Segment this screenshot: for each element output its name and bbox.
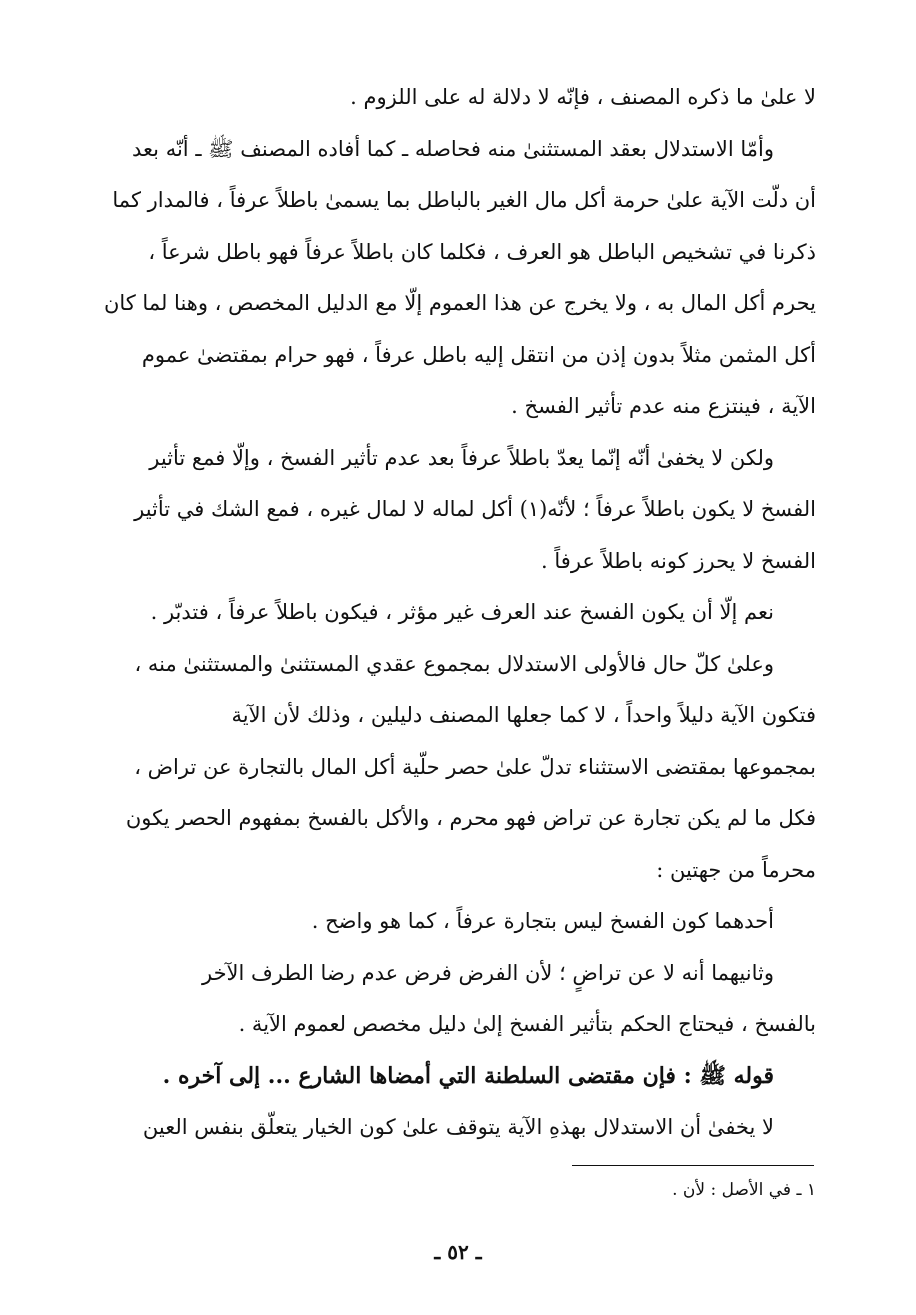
text-line: ذكرنا في تشخيص الباطل هو العرف ، فكلما كان باطلاً عرفاً فهو باطل شرعاً ، xyxy=(148,239,816,264)
text-line: لا علىٰ ما ذكره المصنف ، فإنّه لا دلالة له على اللزوم . xyxy=(350,85,816,109)
text-line: الفسخ لا يكون باطلاً عرفاً ؛ لأنّه(١) أكل لماله لا لمال غيره ، فمع الشك في تأثير xyxy=(134,497,816,521)
text-line: محرماً من جهتين : xyxy=(656,857,816,882)
text-line: أن دلّت الآية علىٰ حرمة أكل مال الغير بالباطل بما يسمىٰ باطلاً عرفاً ، فالمدار كما xyxy=(112,188,816,212)
text-line: يحرم أكل المال به ، ولا يخرج عن هذا العموم إلّا مع الدليل المخصص ، وهنا لما كان xyxy=(103,291,816,315)
text-line: وعلىٰ كلّ حال فالأولى الاستدلال بمجموع عقدي المستثنىٰ والمستثنىٰ منه ، xyxy=(134,651,774,676)
text-line: لا يخفىٰ أن الاستدلال بهذهِ الآية يتوقف علىٰ كون الخيار يتعلّق بنفس العين xyxy=(142,1115,774,1139)
text-line: نعم إلّا أن يكون الفسخ عند العرف غير مؤثر ، فيكون باطلاً عرفاً ، فتدبّر . xyxy=(150,600,774,624)
text-line: وأمّا الاستدلال بعقد المستثنىٰ منه فحاصله ـ كما أفاده المصنف ﷺ ـ أنّه بعد xyxy=(132,136,774,161)
text-line: ولكن لا يخفىٰ أنّه إنّما يعدّ باطلاً عرفاً بعد عدم تأثير الفسخ ، وإلّا فمع تأثير xyxy=(149,445,774,470)
text-line: فكل ما لم يكن تجارة عن تراض فهو محرم ، والأكل بالفسخ بمفهوم الحصر يكون xyxy=(125,806,816,830)
page-number: ـ ٥٢ ـ xyxy=(434,1240,482,1264)
text-line: وثانيهما أنه لا عن تراضٍ ؛ لأن الفرض فرض عدم رضا الطرف الآخر xyxy=(201,960,774,985)
text-line: بالفسخ ، فيحتاج الحكم بتأثير الفسخ إلىٰ دليل مخصص لعموم الآية . xyxy=(238,1012,816,1036)
text-line: الفسخ لا يحرز كونه باطلاً عرفاً . xyxy=(541,548,816,573)
text-line: فتكون الآية دليلاً واحداً ، لا كما جعلها المصنف دليلين ، وذلك لأن الآية xyxy=(231,703,816,727)
text-line: أكل المثمن مثلاً بدون إذن من انتقل إليه باطل عرفاً ، فهو حرام بمقتضىٰ عموم xyxy=(141,342,816,367)
footnote: ١ ـ في الأصل : لأن . xyxy=(672,1180,816,1200)
footnote-divider xyxy=(572,1165,814,1166)
page-body xyxy=(100,72,816,1154)
section-heading: قوله ﷺ : فإن مقتضى السلطنة التي أمضاها الشارع ... إلى آخره . xyxy=(162,1062,774,1089)
text-line: بمجموعها بمقتضى الاستثناء تدلّ علىٰ حصر حلّية أكل المال بالتجارة عن تراض ، xyxy=(134,754,816,779)
text-line: أحدهما كون الفسخ ليس بتجارة عرفاً ، كما هو واضح . xyxy=(311,909,774,933)
text-line: الآية ، فينتزع منه عدم تأثير الفسخ . xyxy=(511,394,816,418)
